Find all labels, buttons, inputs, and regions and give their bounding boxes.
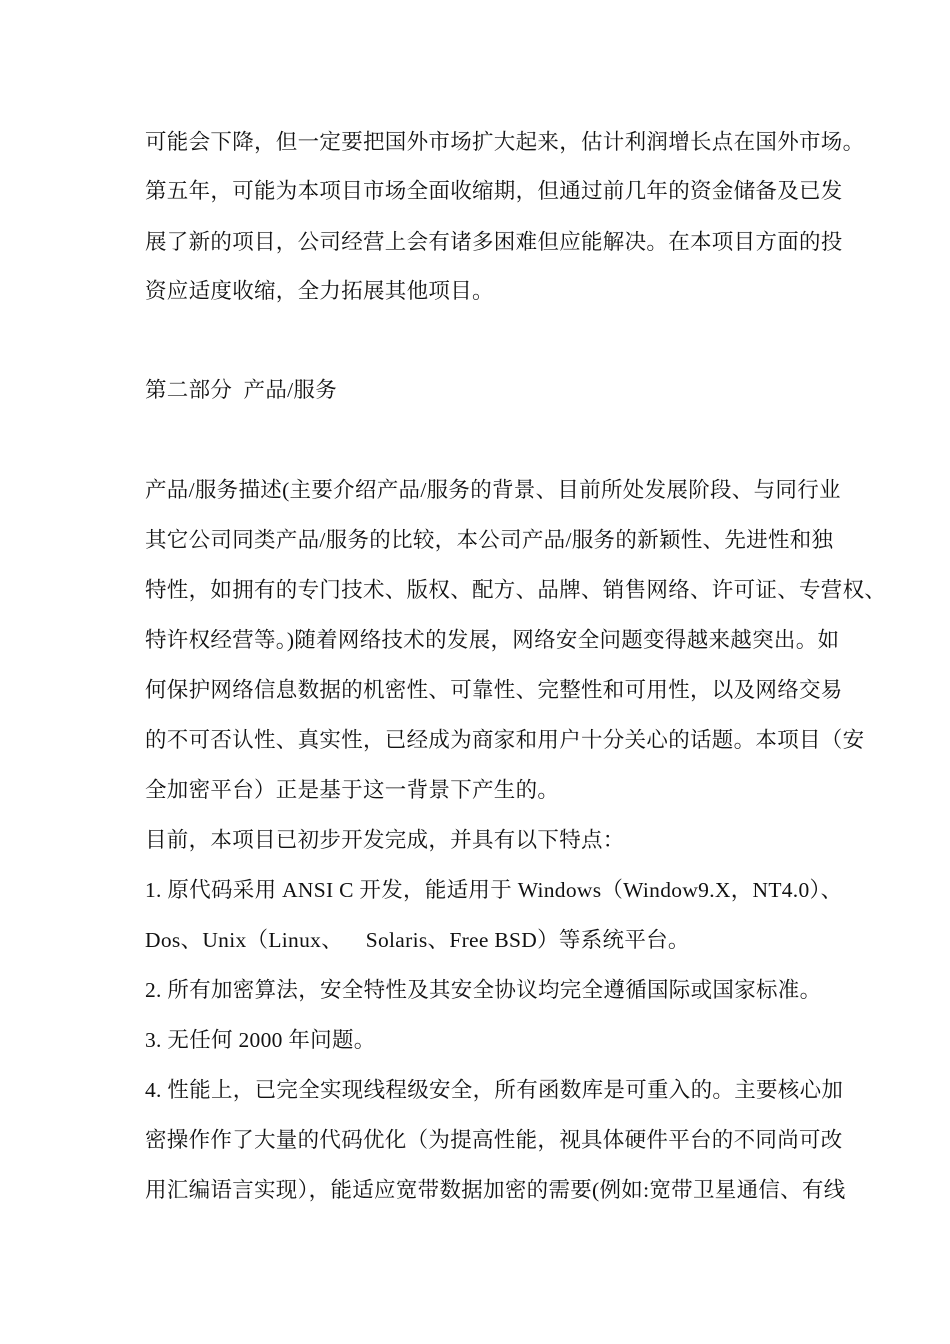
text-line: 密操作作了大量的代码优化（为提高性能，视具体硬件平台的不同尚可改 [145, 1128, 843, 1152]
text-line: 何保护网络信息数据的机密性、可靠性、完整性和可用性，以及网络交易 [145, 678, 843, 702]
text-line: 其它公司同类产品/服务的比较，本公司产品/服务的新颖性、先进性和独 [145, 528, 834, 552]
text-line: 资应适度收缩，全力拓展其他项目。 [145, 279, 494, 303]
text-line: 的不可否认性、真实性，已经成为商家和用户十分关心的话题。本项目（安 [145, 728, 865, 752]
list-item: 2. 所有加密算法，安全特性及其安全协议均完全遵循国际或国家标准。 [145, 978, 822, 1002]
text-line: Dos、Unix（Linux、 Solaris、Free BSD）等系统平台。 [145, 928, 690, 952]
list-item: 4. 性能上，已完全实现线程级安全，所有函数库是可重入的。主要核心加 [145, 1078, 844, 1102]
text-line: 用汇编语言实现），能适应宽带数据加密的需要(例如:宽带卫星通信、有线 [145, 1178, 846, 1202]
list-item: 3. 无任何 2000 年问题。 [145, 1028, 376, 1052]
text-line: 特性，如拥有的专门技术、版权、配方、品牌、销售网络、许可证、专营权、 [145, 578, 887, 602]
text-line: 展了新的项目，公司经营上会有诸多困难但应能解决。在本项目方面的投 [145, 230, 843, 254]
text-line: 产品/服务描述(主要介绍产品/服务的背景、目前所处发展阶段、与同行业 [145, 478, 841, 502]
text-line: 特许权经营等。)随着网络技术的发展，网络安全问题变得越来越突出。如 [145, 628, 840, 652]
text-line: 第五年，可能为本项目市场全面收缩期，但通过前几年的资金储备及已发 [145, 179, 843, 203]
section-heading: 第二部分 产品/服务 [145, 378, 338, 402]
text-line: 可能会下降，但一定要把国外市场扩大起来，估计利润增长点在国外市场。 [145, 130, 865, 154]
list-item: 1. 原代码采用 ANSI C 开发，能适用于 Windows（Window9.X，NT4.0）、 [145, 878, 843, 902]
text-line: 目前，本项目已初步开发完成，并具有以下特点： [145, 828, 625, 852]
text-line: 全加密平台）正是基于这一背景下产生的。 [145, 778, 560, 802]
